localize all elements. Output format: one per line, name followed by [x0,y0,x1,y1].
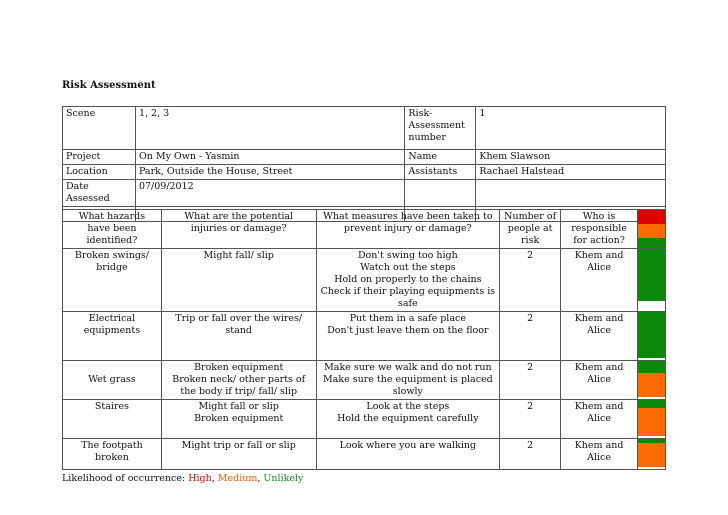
blank-cell [405,180,476,207]
responsible-cell: Khem and Alice [561,400,638,439]
legend-separator: , [257,473,264,484]
page-title: Risk Assessment [62,80,156,91]
project-label: Project [63,150,136,165]
responsible-cell: Khem and Alice [561,361,638,400]
people-at-risk-cell: 2 [500,361,561,400]
assistants-value: Rachael Halstead [476,165,666,180]
table-header-row [63,210,666,249]
table-row [63,439,666,470]
hazard-cell: Electrical equipments [63,312,162,361]
legend-unlikely: Unlikely [263,473,304,484]
measures-cell [316,439,500,470]
injury-line: Broken equipment [194,362,284,373]
injury-cell [161,400,316,439]
measure-line: Look where you are walking [339,440,477,451]
blank-cell [476,180,666,207]
people-at-risk-cell: 2 [500,312,561,361]
injury-cell: Might fall/ slip [161,249,316,312]
table-row [63,249,666,312]
header-injuries: What are the potential injuries or damage? [161,210,316,249]
measure-line: Look at the steps [366,401,450,412]
measure-line: Put them in a safe place [349,313,466,324]
legend-separator: , [211,473,218,484]
people-at-risk-cell: 2 [500,439,561,470]
hazard-cell: Wet grass [63,361,162,400]
risk-assessment-number-label: Risk-Assessment number [405,107,476,150]
info-table [62,106,666,222]
people-at-risk-cell: 2 [500,400,561,439]
scene-value: 1, 2, 3 [135,107,404,150]
responsible-cell: Khem and Alice [561,249,638,312]
header-measures: What measures have been taken to prevent injury or damage? [316,210,500,249]
header-hazards: What hazards have been identified? [63,210,162,249]
likelihood-swatch-low [638,249,665,301]
likelihood-legend [62,473,303,484]
name-value: Khem Slawson [476,150,666,165]
likelihood-color-cell [638,312,666,361]
table-row [63,400,666,439]
measure-line: Don't just leave them on the floor [327,325,489,336]
likelihood-swatch-medium [638,443,665,467]
injury-line: Broken neck/ other parts of the body if trip/ fall/ slip [172,374,306,397]
likelihood-swatch-low [638,361,665,373]
likelihood-color-cell [638,210,666,249]
date-assessed-value: 07/09/2012 [135,180,404,207]
name-label: Name [405,150,476,165]
measures-cell [316,361,500,400]
injury-cell: Trip or fall over the wires/ stand [161,312,316,361]
risk-assessment-number-value: 1 [476,107,666,150]
measure-line: Don't swing too high [357,250,458,261]
legend-prefix: Likelihood of occurrence: [62,473,189,484]
likelihood-color-cell [638,400,666,439]
hazard-cell: The footpath broken [63,439,162,470]
location-value: Park, Outside the House, Street [135,165,404,180]
likelihood-swatch-low [638,312,665,358]
likelihood-swatch-low [638,238,665,248]
injury-cell: Might trip or fall or slip [161,439,316,470]
measure-line: Make sure we walk and do not run [324,362,492,373]
legend-medium: Medium [217,473,258,484]
measure-line: Make sure the equipment is placed slowly [322,374,493,397]
likelihood-color-cell [638,439,666,470]
risk-table [62,209,666,470]
measure-line: Hold on properly to the chains [334,274,482,285]
location-label: Location [63,165,136,180]
hazard-cell: Broken swings/ bridge [63,249,162,312]
header-responsible: Who is responsible for action? [561,210,638,249]
likelihood-swatch-medium [638,224,665,238]
legend-high: High [188,473,212,484]
injury-line: Might fall or slip [198,401,279,412]
likelihood-swatch-low [638,400,665,408]
table-row [63,312,666,361]
measures-cell [316,400,500,439]
measures-cell [316,312,500,361]
likelihood-swatch-medium [638,408,665,436]
measure-line: Check if their playing equipments is safe [320,286,496,309]
responsible-cell: Khem and Alice [561,312,638,361]
scene-label: Scene [63,107,136,150]
likelihood-color-cell [638,361,666,400]
assistants-label: Assistants [405,165,476,180]
people-at-risk-cell: 2 [500,249,561,312]
project-value: On My Own - Yasmin [135,150,404,165]
hazard-cell: Staires [63,400,162,439]
date-assessed-label: Date Assessed [63,180,136,207]
injury-cell [161,361,316,400]
header-people-at-risk: Number of people at risk [500,210,561,249]
responsible-cell: Khem and Alice [561,439,638,470]
injury-line: Broken equipment [194,413,284,424]
measures-cell [316,249,500,312]
likelihood-swatch-medium [638,373,665,397]
likelihood-swatch-high [638,210,665,224]
measure-line: Hold the equipment carefully [337,413,479,424]
measure-line: Watch out the steps [360,262,456,273]
likelihood-color-cell [638,249,666,312]
table-row [63,361,666,400]
